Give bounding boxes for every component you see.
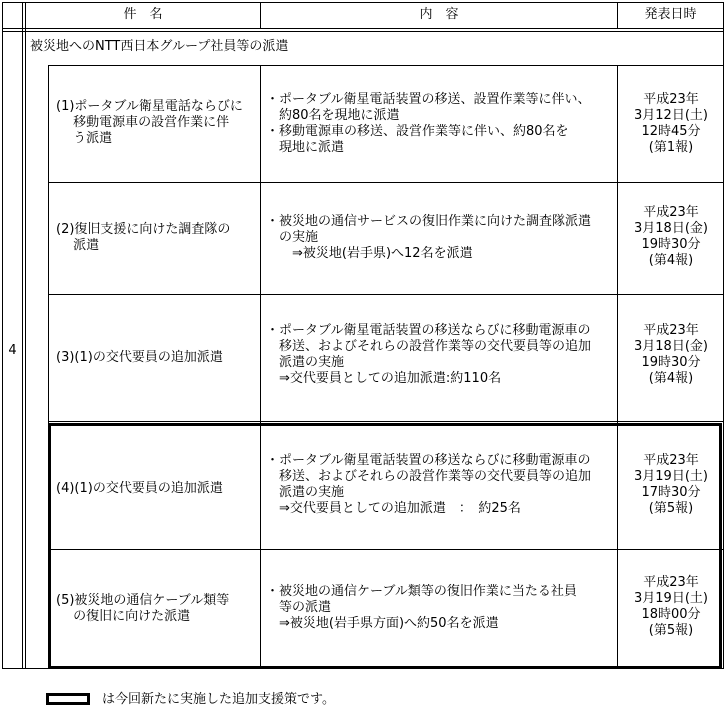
row2-date xyxy=(618,205,724,269)
row3-date-time: 19時30分 xyxy=(641,355,701,370)
row5-title-line1: (5)被災地の通信ケーブル類等 xyxy=(56,593,230,608)
row2-content-line2: の実施 xyxy=(266,230,319,245)
row2-content-line1: ・被災地の通信サービスの復旧作業に向けた調査隊派遣 xyxy=(266,214,592,229)
group-number: 4 xyxy=(8,343,17,358)
header-date: 発表日時 xyxy=(644,7,697,22)
row5-date-day: 3月19日(土) xyxy=(634,591,708,606)
row1-date-day: 3月12日(土) xyxy=(634,108,708,123)
group-title-rule xyxy=(48,65,724,66)
header-rule-2 xyxy=(2,31,724,32)
row2-date-time: 19時30分 xyxy=(641,237,701,252)
row4-date xyxy=(618,453,724,517)
row4-content xyxy=(266,453,616,517)
row5-content-line2: 等の派遣 xyxy=(266,600,332,615)
row1-title-line3: う派遣 xyxy=(56,131,113,146)
row1-date-era: 平成23年 xyxy=(643,92,699,107)
row2-date-report: (第4報) xyxy=(648,253,694,268)
row3-content xyxy=(266,323,616,387)
legend-text: は今回新たに実施した追加支援策です。 xyxy=(102,692,335,707)
row4-content-line1: ・ポータブル衛星電話装置の移送ならびに移動電源車の xyxy=(266,453,591,468)
row3-date-era: 平成23年 xyxy=(643,323,699,338)
row2-title-line1: (2)復旧支援に向けた調査隊の xyxy=(56,222,231,237)
legend-swatch xyxy=(46,693,90,705)
row1-title-line1: (1)ポータブル衛星電話ならびに xyxy=(56,99,243,114)
row5-content-line3: ⇒被災地(岩手県方面)へ約50名を派遣 xyxy=(266,616,499,631)
row1-content-line2: 約80名を現地に派遣 xyxy=(266,108,400,123)
row3-title xyxy=(56,350,260,366)
row3-title-line1: (3)(1)の交代要員の追加派遣 xyxy=(56,350,223,365)
num-col-line-2 xyxy=(25,2,26,669)
row2-content-line3: ⇒被災地(岩手県)へ12名を派遣 xyxy=(266,246,473,261)
row3-content-line4: ⇒交代要員としての追加派遣:約110名 xyxy=(266,371,502,386)
row1-date xyxy=(618,92,724,156)
header-content: 内 容 xyxy=(419,7,459,22)
row-sep-2 xyxy=(48,294,724,295)
row5-date-time: 18時00分 xyxy=(641,607,701,622)
row2-date-day: 3月18日(金) xyxy=(634,221,708,236)
row5-title xyxy=(56,593,260,625)
row4-title-line1: (4)(1)の交代要員の追加派遣 xyxy=(56,481,223,496)
row1-title xyxy=(56,99,260,147)
row1-title-line2: 移動電源車の設営作業に伴 xyxy=(56,115,230,130)
group-title: 被災地へのNTT西日本グループ社員等の派遣 xyxy=(30,39,289,54)
row3-content-line2: 移送、およびそれらの設営作業等の交代要員等の追加 xyxy=(266,339,592,354)
row-sep-3 xyxy=(48,421,724,422)
row1-content-line4: 現地に派遣 xyxy=(266,140,345,155)
row1-content-line3: ・移動電源車の移送、設営作業等に伴い、約80名を xyxy=(266,124,569,139)
row3-content-line3: 派遣の実施 xyxy=(266,355,345,370)
row5-content xyxy=(266,584,616,632)
row3-content-line1: ・ポータブル衛星電話装置の移送ならびに移動電源車の xyxy=(266,323,591,338)
num-col-line xyxy=(22,2,23,669)
row5-date xyxy=(618,575,724,639)
row4-date-day: 3月19日(土) xyxy=(634,469,708,484)
row5-title-line2: の復旧に向けた派遣 xyxy=(56,609,191,624)
row1-date-time: 12時45分 xyxy=(641,124,701,139)
row1-date-report: (第1報) xyxy=(648,140,694,155)
row4-content-line2: 移送、およびそれらの設営作業等の交代要員等の追加 xyxy=(266,469,592,484)
row5-content-line1: ・被災地の通信ケーブル類等の復旧作業に当たる社員 xyxy=(266,584,577,599)
row1-content-line1: ・ポータブル衛星電話装置の移送、設置作業等に伴い、 xyxy=(266,92,591,107)
row4-date-era: 平成23年 xyxy=(643,453,699,468)
row2-title xyxy=(56,222,260,254)
row4-title xyxy=(56,481,260,497)
row3-date-report: (第4報) xyxy=(648,371,694,386)
row1-content xyxy=(266,92,616,156)
table-border-left xyxy=(2,2,3,669)
row4-content-line3: 派遣の実施 xyxy=(266,485,345,500)
header-subject: 件 名 xyxy=(123,7,163,22)
row2-content xyxy=(266,214,616,262)
row3-date xyxy=(618,323,724,387)
row4-date-time: 17時30分 xyxy=(641,485,701,500)
row5-date-report: (第5報) xyxy=(648,623,694,638)
row2-date-era: 平成23年 xyxy=(643,205,699,220)
header-rule xyxy=(2,28,724,29)
row-sep-1 xyxy=(48,182,724,183)
row5-date-era: 平成23年 xyxy=(643,575,699,590)
row4-content-line4: ⇒交代要員としての追加派遣 ： 約25名 xyxy=(266,501,521,516)
row2-title-line2: 派遣 xyxy=(56,238,100,253)
row4-date-report: (第5報) xyxy=(648,501,694,516)
row3-date-day: 3月18日(金) xyxy=(634,339,708,354)
